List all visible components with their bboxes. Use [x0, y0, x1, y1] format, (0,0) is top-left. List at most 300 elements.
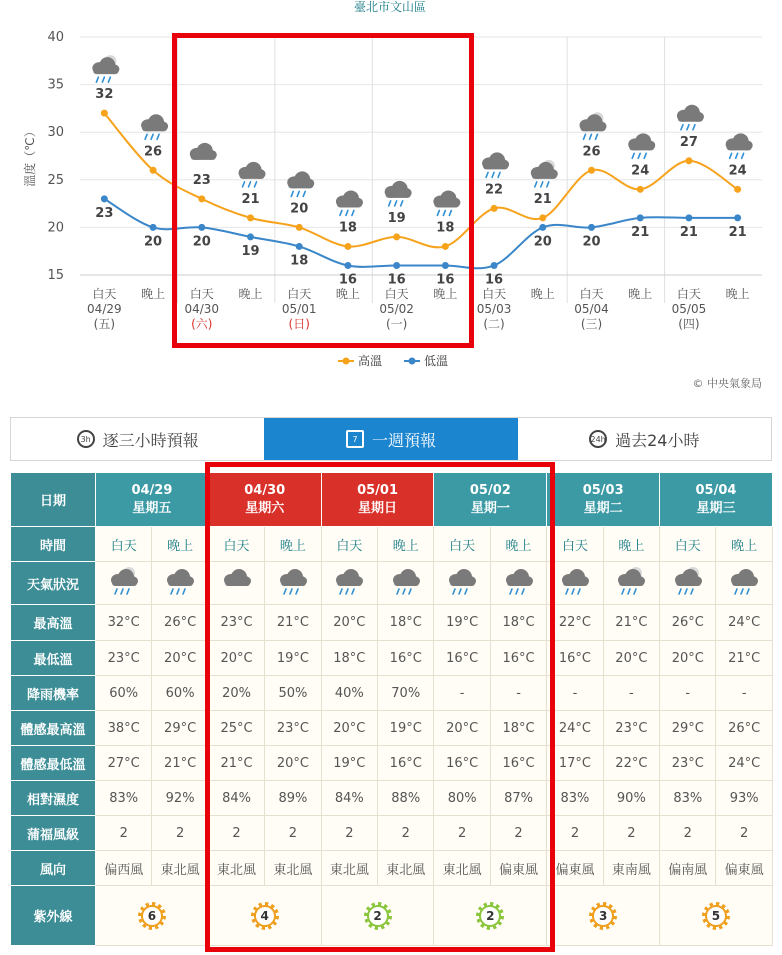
cloud-part	[676, 580, 701, 586]
wind-level-cell: 2	[716, 816, 772, 851]
data-point	[685, 214, 692, 221]
data-label: 18	[290, 253, 309, 269]
data-point	[101, 110, 108, 117]
weather-icon	[502, 566, 536, 596]
rh-cell: 83%	[660, 781, 716, 816]
data-label: 26	[144, 144, 163, 160]
period-cell: 晚上	[490, 527, 546, 562]
sun-cloud-rain-icon	[92, 55, 119, 82]
data-point	[442, 243, 449, 250]
cloud-part	[191, 154, 216, 160]
row-label-date: 日期	[11, 473, 96, 527]
cloud-part	[93, 68, 118, 74]
cloud-rain-icon	[726, 133, 753, 158]
row-label-wind_level: 蒲福風級	[11, 816, 96, 851]
tmin-cell: 16°C	[378, 641, 434, 676]
cloud-part	[507, 580, 532, 586]
data-point	[198, 224, 205, 231]
y-tick-label: 30	[47, 125, 64, 141]
data-label: 21	[679, 224, 698, 240]
atmax-cell: 19°C	[378, 711, 434, 746]
tab-label: 逐三小時預報	[102, 430, 199, 450]
atmin-cell: 23°C	[660, 746, 716, 781]
rain-drop	[584, 134, 586, 139]
data-label: 27	[679, 134, 698, 150]
data-label: 21	[533, 191, 552, 207]
uv-index-value: 3	[594, 907, 612, 925]
data-label: 22	[485, 182, 504, 198]
uv-cell	[96, 886, 209, 946]
rain-drop	[395, 201, 397, 206]
atmax-cell: 29°C	[660, 711, 716, 746]
data-label: 16	[338, 272, 357, 288]
wind-dir-cell: 偏東風	[490, 851, 546, 886]
wind-dir-cell: 偏西風	[96, 851, 152, 886]
tmin-cell: 16°C	[490, 641, 546, 676]
tmin-cell: 20°C	[660, 641, 716, 676]
wind-dir-cell: 東北風	[378, 851, 434, 886]
pop-cell: -	[547, 676, 603, 711]
rain-drop	[681, 125, 683, 130]
atmax-cell: 24°C	[547, 711, 603, 746]
cloud-part	[532, 173, 557, 179]
data-label: 20	[582, 234, 601, 250]
data-point	[344, 262, 351, 269]
rain-drop	[151, 134, 153, 139]
rain-drop	[535, 182, 537, 187]
rain-drop	[522, 589, 524, 594]
rh-cell: 88%	[378, 781, 434, 816]
rain-drop	[243, 182, 245, 187]
data-point	[539, 214, 546, 221]
wind-level-cell: 2	[660, 816, 716, 851]
rain-drop	[121, 589, 123, 594]
rain-drop	[572, 589, 574, 594]
data-label: 24	[728, 163, 747, 179]
tab-weekly-forecast[interactable]	[264, 418, 517, 460]
x-tick-date: 05/03	[476, 302, 512, 316]
cloud-part	[450, 580, 475, 586]
pop-cell: 40%	[321, 676, 377, 711]
wind-level-cell: 2	[96, 816, 152, 851]
rain-drop	[352, 210, 354, 215]
rh-cell: 87%	[490, 781, 546, 816]
rain-drop	[510, 589, 512, 594]
row-label-uv: 紫外線	[11, 886, 96, 946]
day-header	[96, 473, 209, 527]
wind-dir-cell: 偏南風	[660, 851, 716, 886]
rain-drop	[735, 589, 737, 594]
rain-drop	[622, 589, 624, 594]
source-credit: © 中央氣象局	[692, 377, 762, 390]
data-label: 23	[95, 205, 114, 221]
uv-index-value: 2	[369, 907, 387, 925]
rain-drop	[249, 182, 251, 187]
weather-cell	[321, 562, 377, 605]
cloud-part	[337, 201, 362, 207]
day-date: 05/01	[357, 482, 398, 498]
rain-drop	[177, 589, 179, 594]
weather-icon	[671, 566, 705, 596]
x-tick-period: 白天	[579, 287, 604, 301]
cloud-rain-icon	[449, 569, 476, 594]
rain-drop	[290, 589, 292, 594]
data-point	[198, 195, 205, 202]
period-cell: 白天	[321, 527, 377, 562]
data-label: 21	[241, 191, 260, 207]
row-label-atmax: 體感最高溫	[11, 711, 96, 746]
rain-drop	[644, 153, 646, 158]
cloud-rain-icon	[628, 133, 655, 158]
data-point	[393, 262, 400, 269]
data-label: 16	[485, 272, 504, 288]
rain-drop	[171, 589, 173, 594]
row-label-time: 時間	[11, 527, 96, 562]
x-tick-period: 晚上	[725, 287, 750, 301]
day-weekday: 星期一	[470, 500, 510, 516]
cloud-rain-icon	[393, 569, 420, 594]
tmax-cell: 18°C	[378, 605, 434, 641]
tmax-cell: 18°C	[490, 605, 546, 641]
data-label: 21	[728, 224, 747, 240]
cloud-rain-icon	[239, 162, 266, 187]
rain-drop	[730, 153, 732, 158]
weather-cell	[265, 562, 321, 605]
uv-index-badge	[251, 902, 279, 930]
data-label: 24	[631, 163, 650, 179]
weather-icon	[276, 566, 310, 596]
wind-dir-cell: 東北風	[152, 851, 208, 886]
data-point	[296, 224, 303, 231]
atmin-cell: 27°C	[96, 746, 152, 781]
x-tick-period: 白天	[482, 287, 507, 301]
cloud-part	[240, 173, 265, 179]
rain-drop	[685, 589, 687, 594]
x-tick-weekday: (三)	[580, 317, 603, 331]
chart-legend	[338, 353, 448, 368]
wind-level-cell: 2	[603, 816, 659, 851]
row-label-weather: 天氣狀況	[11, 562, 96, 605]
data-label: 19	[387, 210, 406, 226]
legend-marker	[343, 358, 350, 365]
wind-level-cell: 2	[265, 816, 321, 851]
cloud-rain-icon	[336, 190, 363, 215]
period-cell: 晚上	[716, 527, 772, 562]
data-label: 16	[436, 272, 455, 288]
weather-icon	[614, 566, 648, 596]
rain-drop	[736, 153, 738, 158]
wind-level-cell: 2	[208, 816, 264, 851]
x-tick-weekday: (日)	[288, 317, 310, 331]
x-tick-period: 晚上	[628, 287, 653, 301]
y-tick-label: 20	[47, 220, 64, 236]
rain-drop	[638, 153, 640, 158]
rh-cell: 93%	[716, 781, 772, 816]
row-label-atmin: 體感最低溫	[11, 746, 96, 781]
tmin-cell: 20°C	[152, 641, 208, 676]
uv-index-value: 4	[256, 907, 274, 925]
cloud-part	[581, 125, 606, 131]
day-weekday: 星期五	[132, 500, 172, 516]
atmin-cell: 20°C	[265, 746, 321, 781]
atmax-cell: 26°C	[716, 711, 772, 746]
x-tick-date: 05/01	[281, 302, 317, 316]
data-label: 26	[582, 144, 601, 160]
day-header	[321, 473, 434, 527]
rain-drop	[590, 134, 592, 139]
wind-dir-cell: 偏東風	[547, 851, 603, 886]
rh-cell: 89%	[265, 781, 321, 816]
day-date: 04/29	[131, 482, 173, 498]
day-date: 05/02	[469, 482, 511, 498]
data-point	[101, 195, 108, 202]
wind-dir-cell: 東北風	[265, 851, 321, 886]
uv-index-value: 5	[707, 907, 725, 925]
weather-cell	[660, 562, 716, 605]
atmax-cell: 20°C	[321, 711, 377, 746]
atmin-cell: 16°C	[378, 746, 434, 781]
tmax-cell: 26°C	[660, 605, 716, 641]
tmax-cell: 26°C	[152, 605, 208, 641]
wind-level-cell: 2	[490, 816, 546, 851]
tab-3hour-forecast[interactable]	[11, 418, 264, 460]
pop-cell: -	[434, 676, 490, 711]
rain-drop	[352, 589, 354, 594]
wind-level-cell: 2	[434, 816, 490, 851]
cloud-rain-icon	[385, 181, 412, 206]
pop-cell: -	[660, 676, 716, 711]
y-axis-label: 溫度（℃）	[23, 125, 37, 187]
rain-drop	[96, 77, 98, 82]
rain-drop	[115, 589, 117, 594]
data-label: 18	[338, 220, 357, 236]
cloud-part	[678, 116, 703, 122]
atmax-cell: 23°C	[603, 711, 659, 746]
x-tick-weekday: (五)	[93, 317, 116, 331]
rain-drop	[443, 210, 445, 215]
tmax-cell: 21°C	[603, 605, 659, 641]
tmin-cell: 21°C	[716, 641, 772, 676]
cloud-part	[168, 580, 193, 586]
cloud-icon	[224, 569, 251, 586]
cloud-part	[288, 182, 313, 188]
rain-drop	[449, 210, 451, 215]
x-tick-period: 晚上	[433, 287, 458, 301]
pop-cell: 60%	[96, 676, 152, 711]
rain-drop	[747, 589, 749, 594]
data-label: 16	[387, 272, 406, 288]
period-cell: 白天	[547, 527, 603, 562]
data-label: 21	[631, 224, 650, 240]
data-label: 19	[241, 243, 260, 259]
uv-cell	[321, 886, 434, 946]
day-date: 04/30	[244, 482, 286, 498]
tmin-cell: 16°C	[434, 641, 490, 676]
cloud-part	[386, 192, 411, 198]
wind-dir-cell: 東南風	[603, 851, 659, 886]
rain-drop	[401, 201, 403, 206]
period-cell: 晚上	[152, 527, 208, 562]
weather-cell	[603, 562, 659, 605]
cloud-part	[142, 125, 167, 131]
atmax-cell: 18°C	[490, 711, 546, 746]
rain-drop	[102, 77, 104, 82]
rain-drop	[498, 172, 500, 177]
tmax-cell: 24°C	[716, 605, 772, 641]
weather-cell	[434, 562, 490, 605]
cloud-part	[225, 580, 250, 586]
row-label-tmin: 最低溫	[11, 641, 96, 676]
rain-drop	[255, 182, 257, 187]
wind-level-cell: 2	[547, 816, 603, 851]
x-tick-period: 晚上	[530, 287, 555, 301]
tab-past-24-hours[interactable]	[518, 418, 771, 460]
atmin-cell: 21°C	[208, 746, 264, 781]
row-label-rh: 相對濕度	[11, 781, 96, 816]
x-tick-date: 05/05	[671, 302, 707, 316]
rain-drop	[437, 210, 439, 215]
cloud-rain-icon	[433, 190, 460, 215]
weather-icon	[389, 566, 423, 596]
tmin-cell: 16°C	[547, 641, 603, 676]
rain-drop	[547, 182, 549, 187]
cloud-part	[112, 580, 137, 586]
data-point	[734, 186, 741, 193]
tmax-cell: 21°C	[265, 605, 321, 641]
data-label: 18	[436, 220, 455, 236]
day-header	[547, 473, 660, 527]
data-point	[539, 224, 546, 231]
weather-icon	[727, 566, 761, 596]
weather-cell	[716, 562, 772, 605]
tmax-cell: 20°C	[321, 605, 377, 641]
24h-clock-icon: 24h	[589, 430, 607, 448]
rain-drop	[742, 153, 744, 158]
atmin-cell: 16°C	[434, 746, 490, 781]
cloud-rain-icon	[336, 569, 363, 594]
tmin-cell: 20°C	[603, 641, 659, 676]
forecast-tabs	[10, 417, 772, 461]
uv-index-badge	[476, 902, 504, 930]
day-weekday: 星期六	[245, 500, 285, 516]
rain-drop	[340, 589, 342, 594]
weather-cell	[378, 562, 434, 605]
legend-label: 低溫	[424, 354, 449, 368]
data-point	[393, 233, 400, 240]
tmin-cell: 23°C	[96, 641, 152, 676]
rain-drop	[693, 125, 695, 130]
rain-drop	[634, 589, 636, 594]
x-tick-period: 白天	[676, 287, 701, 301]
rain-drop	[157, 134, 159, 139]
data-label: 20	[144, 234, 163, 250]
rain-drop	[397, 589, 399, 594]
x-tick-period: 白天	[384, 287, 409, 301]
period-cell: 晚上	[265, 527, 321, 562]
weather-cell	[547, 562, 603, 605]
cloud-part	[281, 580, 306, 586]
sun-cloud-rain-icon	[111, 567, 138, 594]
weather-icon	[558, 566, 592, 596]
uv-cell	[660, 886, 773, 946]
cloud-rain-icon	[677, 105, 704, 130]
period-cell: 晚上	[603, 527, 659, 562]
cloud-part	[563, 580, 588, 586]
rain-drop	[297, 191, 299, 196]
data-point	[247, 233, 254, 240]
cloud-part	[732, 580, 757, 586]
cloud-rain-icon	[287, 171, 314, 196]
rain-drop	[691, 589, 693, 594]
uv-cell	[547, 886, 660, 946]
x-tick-period: 晚上	[141, 287, 166, 301]
weather-cell	[490, 562, 546, 605]
data-point	[150, 167, 157, 174]
x-tick-period: 白天	[287, 287, 312, 301]
cloud-rain-icon	[562, 569, 589, 594]
cloud-part	[629, 144, 654, 150]
day-date: 05/03	[582, 482, 624, 498]
pop-cell: 60%	[152, 676, 208, 711]
rain-drop	[403, 589, 405, 594]
day-header	[208, 473, 321, 527]
rain-drop	[632, 153, 634, 158]
wind-dir-cell: 偏東風	[716, 851, 772, 886]
rain-drop	[453, 589, 455, 594]
tmin-cell: 20°C	[208, 641, 264, 676]
uv-index-badge	[702, 902, 730, 930]
pop-cell: 50%	[265, 676, 321, 711]
atmax-cell: 25°C	[208, 711, 264, 746]
data-point	[491, 205, 498, 212]
atmin-cell: 24°C	[716, 746, 772, 781]
weekly-forecast-table	[10, 472, 773, 946]
rain-drop	[291, 191, 293, 196]
rh-cell: 83%	[96, 781, 152, 816]
x-tick-date: 05/02	[379, 302, 414, 316]
rh-cell: 84%	[321, 781, 377, 816]
x-tick-period: 白天	[92, 287, 117, 301]
rain-drop	[465, 589, 467, 594]
cloud-rain-icon	[167, 569, 194, 594]
atmin-cell: 17°C	[547, 746, 603, 781]
period-cell: 白天	[96, 527, 152, 562]
chart-title: 臺北市文山區	[353, 0, 427, 14]
cloud-part	[394, 580, 419, 586]
period-cell: 白天	[660, 527, 716, 562]
legend-marker	[409, 358, 416, 365]
x-tick-weekday: (四)	[678, 317, 700, 331]
atmax-cell: 23°C	[265, 711, 321, 746]
x-tick-date: 04/29	[87, 302, 122, 316]
atmin-cell: 22°C	[603, 746, 659, 781]
data-point	[685, 157, 692, 164]
y-tick-label: 40	[47, 30, 64, 45]
data-point	[442, 262, 449, 269]
tmax-cell: 32°C	[96, 605, 152, 641]
pop-cell: -	[490, 676, 546, 711]
tmax-cell: 22°C	[547, 605, 603, 641]
cloud-rain-icon	[280, 569, 307, 594]
cloud-rain-icon	[506, 569, 533, 594]
sun-cloud-rain-icon	[675, 567, 702, 594]
wind-dir-cell: 東北風	[321, 851, 377, 886]
wind-dir-cell: 東北風	[434, 851, 490, 886]
rain-drop	[741, 589, 743, 594]
weather-cell	[152, 562, 208, 605]
sun-cloud-rain-icon	[618, 567, 645, 594]
data-point	[588, 167, 595, 174]
